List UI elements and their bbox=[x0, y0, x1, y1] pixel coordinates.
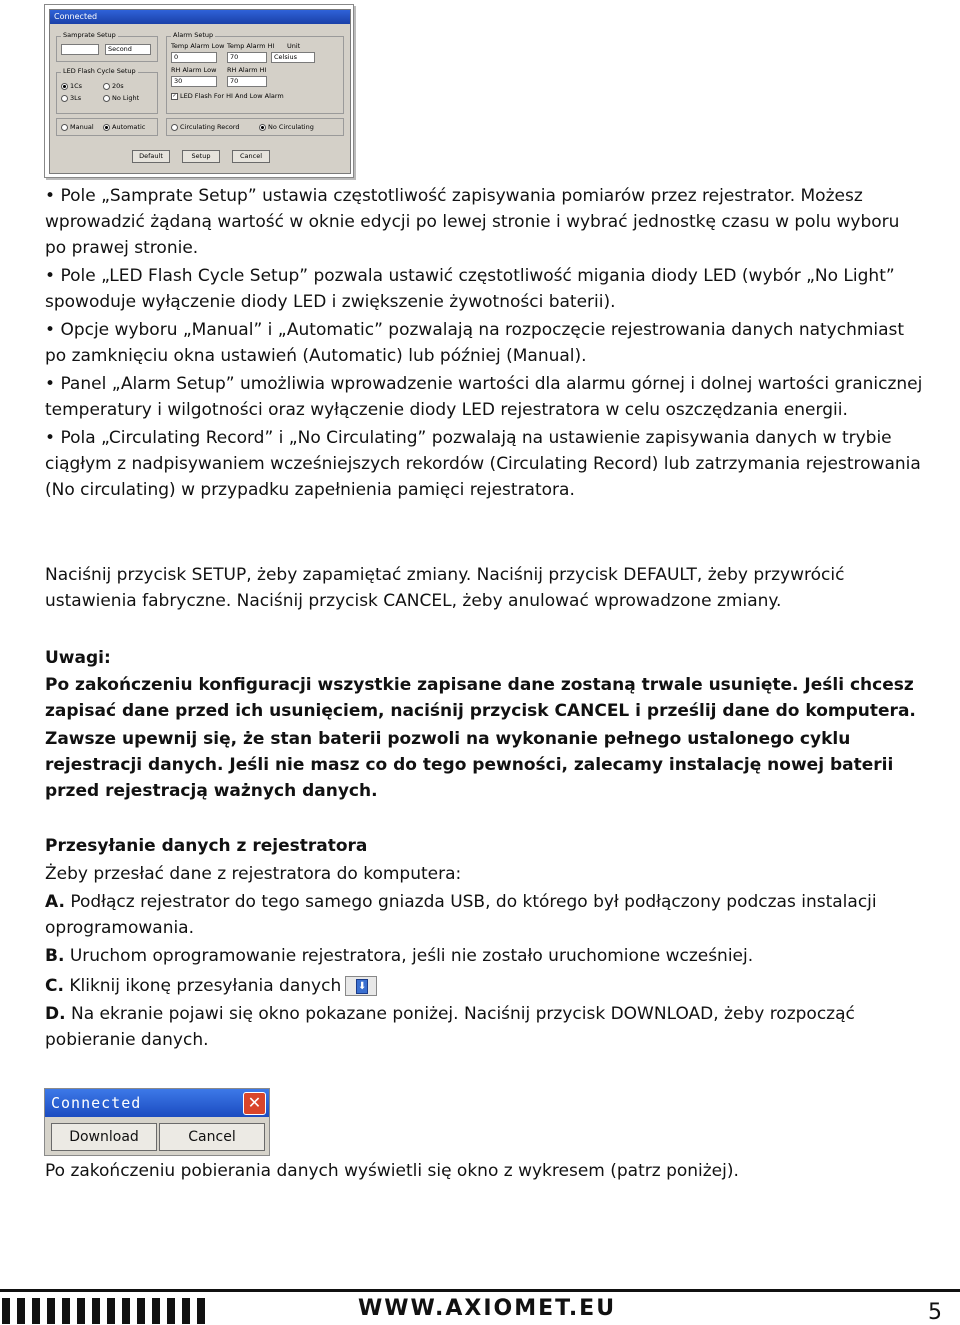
dialog-title: Connected bbox=[50, 10, 350, 24]
settings-dialog bbox=[49, 9, 351, 174]
radio-icon bbox=[61, 124, 68, 131]
radio-icon bbox=[259, 124, 266, 131]
automatic-radio[interactable]: Automatic bbox=[103, 123, 145, 131]
bullet-item: • Panel „Alarm Setup” umożliwia wprowadzenie wartości dla alarmu górnej i dolnej wartości granicznej temperatury i wilgotności oraz wyłączenie diody LED rejestratora w celu oszczędzania energii. bbox=[45, 374, 923, 420]
notes-paragraph-2: Zawsze upewnij się, że stan baterii pozwoli na wykonanie pełnego ustalonego cyklu rejestracji danych. Jeśli nie masz co do tego pewności, zalecamy instalację nowej baterii przed rejestracją ważnych danych. bbox=[45, 729, 894, 801]
temp-low-label: Temp Alarm Low bbox=[171, 42, 225, 50]
step-c: C. Kliknij ikonę przesyłania danych ⬇ bbox=[45, 973, 925, 999]
checkbox-icon: ✓ bbox=[172, 92, 177, 99]
led-option-3[interactable]: 3Ls bbox=[61, 94, 81, 102]
rh-low-input[interactable]: 30 bbox=[171, 76, 217, 87]
radio-icon bbox=[103, 95, 110, 102]
bullet-list bbox=[45, 183, 925, 503]
manual-radio[interactable]: Manual bbox=[61, 123, 94, 131]
led-option-4[interactable]: No Light bbox=[103, 94, 139, 102]
bullet-item: • Pole „Samprate Setup” ustawia częstotliwość zapisywania pomiarów przez rejestrator. Możesz wprowadzić żądaną wartość w oknie edycji po lewej stronie i wybrać jednostkę czasu w polu wyboru po prawej stronie. bbox=[45, 186, 900, 258]
start-mode-group bbox=[56, 118, 158, 136]
samprate-group-label: Samprate Setup bbox=[63, 31, 116, 39]
rh-low-label: RH Alarm Low bbox=[171, 66, 217, 74]
step-d: D. Na ekranie pojawi się okno pokazane poniżej. Naciśnij przycisk DOWNLOAD, żeby rozpocząć pobieranie danych. bbox=[45, 1004, 855, 1050]
notes-heading: Uwagi: bbox=[45, 648, 111, 668]
connected-dialog-title: Connected bbox=[45, 1089, 269, 1117]
download-button[interactable]: Download bbox=[51, 1123, 157, 1151]
led-option-1[interactable]: 1Cs bbox=[61, 82, 82, 90]
bullet-item: • Opcje wyboru „Manual” i „Automatic” pozwalają na rozpoczęcie rejestrowania danych natychmiast po zamknięciu okna ustawień (Automatic) lub później (Manual). bbox=[45, 320, 905, 366]
no-circulating-radio[interactable]: No Circulating bbox=[259, 123, 314, 131]
transfer-heading: Przesyłanie danych z rejestratora bbox=[45, 836, 368, 856]
download-data-icon[interactable]: ⬇ bbox=[345, 976, 377, 996]
cancel-button[interactable]: Cancel bbox=[232, 150, 270, 163]
samprate-input[interactable] bbox=[61, 44, 99, 55]
settings-dialog-screenshot bbox=[44, 4, 354, 178]
unit-select[interactable]: Celsius bbox=[271, 52, 315, 63]
footer-barcode-decoration bbox=[2, 1298, 205, 1324]
page-number: 5 bbox=[928, 1300, 942, 1325]
step-a: A. Podłącz rejestrator do tego samego gniazda USB, do którego był podłączony podczas instalacji oprogramowania. bbox=[45, 892, 877, 938]
led-option-2[interactable]: 20s bbox=[103, 82, 124, 90]
rh-hi-input[interactable]: 70 bbox=[227, 76, 267, 87]
bullet-item: • Pole „LED Flash Cycle Setup” pozwala ustawić częstotliwość migania diody LED (wybór „No Light” spowoduje wyłączenie diody LED i zwiększenie żywotności baterii). bbox=[45, 266, 895, 312]
radio-icon bbox=[103, 83, 110, 90]
radio-icon bbox=[61, 83, 68, 90]
temp-hi-input[interactable]: 70 bbox=[227, 52, 267, 63]
notes-paragraph-1: Po zakończeniu konfiguracji wszystkie zapisane dane zostaną trwale usunięte. Jeśli chcesz zapisać dane przed ich usunięciem, naciśnij przycisk CANCEL i prześlij dane do komputera. bbox=[45, 675, 916, 721]
radio-icon bbox=[171, 124, 178, 131]
alarm-group-label: Alarm Setup bbox=[173, 31, 214, 39]
step-b: B. Uruchom oprogramowanie rejestratora, jeśli nie zostało uruchomione wcześniej. bbox=[45, 946, 754, 966]
default-button[interactable]: Default bbox=[132, 150, 170, 163]
temp-hi-label: Temp Alarm HI bbox=[227, 42, 275, 50]
transfer-intro: Żeby przesłać dane z rejestratora do komputera: bbox=[45, 864, 462, 884]
temp-low-input[interactable]: 0 bbox=[171, 52, 217, 63]
samprate-group bbox=[56, 31, 158, 62]
samprate-unit-select[interactable]: Second bbox=[105, 44, 151, 55]
bullet-item: • Pola „Circulating Record” i „No Circulating” pozwalają na ustawienie zapisywania danych w trybie ciągłym z nadpisywaniem wcześniejszych rekordów (Circulating Record) lub zatrzymania rejestrowania (No circulating) w przypadku zapełnienia pamięci rejestratora. bbox=[45, 428, 921, 500]
circulating-radio[interactable]: Circulating Record bbox=[171, 123, 239, 131]
final-paragraph: Po zakończeniu pobierania danych wyświetli się okno z wykresem (patrz poniżej). bbox=[45, 1161, 739, 1181]
radio-icon bbox=[103, 124, 110, 131]
unit-label: Unit bbox=[287, 42, 301, 50]
led-flash-group bbox=[56, 67, 158, 114]
setup-button[interactable]: Setup bbox=[182, 150, 220, 163]
connected-download-dialog bbox=[44, 1088, 270, 1156]
setup-instructions: Naciśnij przycisk SETUP, żeby zapamiętać zmiany. Naciśnij przycisk DEFAULT, żeby przywrócić ustawienia fabryczne. Naciśnij przycisk CANCEL, żeby anulować wprowadzone zmiany. bbox=[45, 565, 845, 611]
alarm-group bbox=[166, 31, 344, 114]
footer-rule bbox=[0, 1289, 960, 1292]
cancel-download-button[interactable]: Cancel bbox=[159, 1123, 265, 1151]
led-flash-alarm-checkbox[interactable]: ✓ LED Flash For HI And Low Alarm bbox=[172, 92, 284, 100]
rh-hi-label: RH Alarm HI bbox=[227, 66, 267, 74]
footer-website: WWW.AXIOMET.EU bbox=[358, 1296, 617, 1321]
led-group-label: LED Flash Cycle Setup bbox=[63, 67, 136, 75]
close-icon[interactable]: ✕ bbox=[243, 1092, 266, 1115]
circulating-group bbox=[166, 118, 344, 136]
radio-icon bbox=[61, 95, 68, 102]
